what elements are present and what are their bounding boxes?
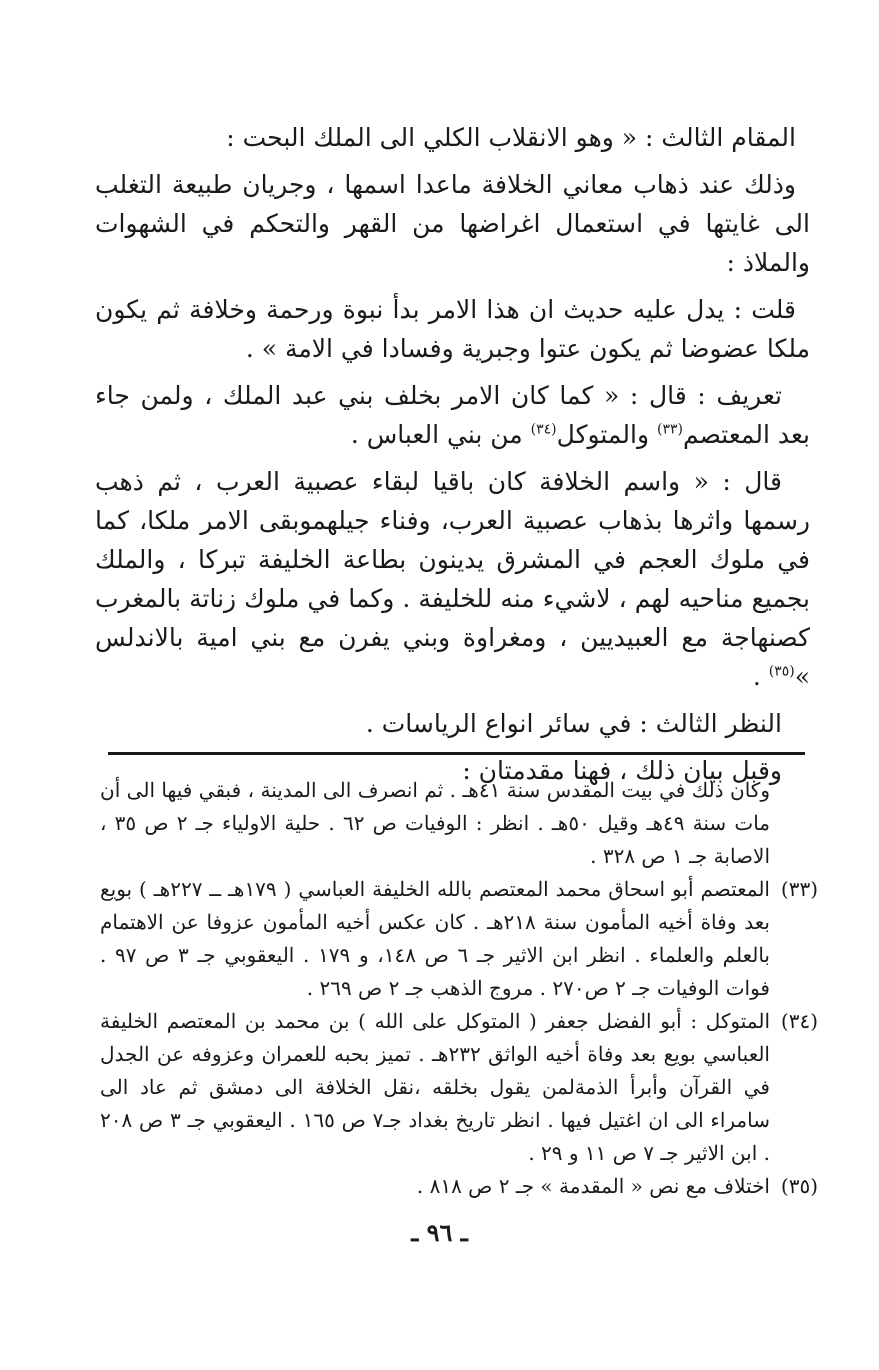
taarif-text: تعريف : قال : « كما كان الامر بخلف بني عبد الملك ، ولمن جاء بعد المعتصم (95, 381, 810, 449)
qala-end: . (752, 662, 769, 691)
paragraph-description: وذلك عند ذهاب معاني الخلافة ماعدا اسمها ، وجريان طبيعة التغلب الى غايتها في استعمال اغراضها من القهر والتحكم في الشهوات والملاذ : (95, 170, 810, 277)
paragraph-section-title: المقام الثالث : « وهو الانقلاب الكلي الى الملك البحت : (226, 123, 796, 152)
main-text (95, 118, 810, 798)
footnote-text: المعتصم أبو اسحاق محمد المعتصم بالله الخليفة العباسي ( ١٧٩هـ ــ ٢٢٧هـ ) بويع بعد وفاة أخيه المأمون سنة ٢١٨هـ . كان عكس أخيه المأمون عزوفا عن الاهتمام بالعلم والعلماء . انظر ابن الاثير جـ ٦ ص ١٤٨، و ١٧٩ . اليعقوبي جـ ٣ ص ٩٧ . فوات الوفيات جـ ٢ ص٢٧٠ . مروج الذهب جـ ٢ ص ٢٦٩ . (100, 877, 770, 1000)
qala-text: قال : « واسم الخلافة كان باقيا لبقاء عصبية العرب ، ثم ذهب رسمها واثرها بذهاب عصبية العرب، وفناء جيلهموبقى الامر ملكا، كما في ملوك العجم في المشرق يدينون بطاعة الخليفة تبركا ، والملك بجميع مناحيه لهم ، لاشيء منه للخليفة . وكما في ملوك زناتة بالمغرب كصنهاجة مع العبيديين ، ومغراوة وبني يفرن مع بني امية بالاندلس » (95, 467, 810, 691)
paragraph-third-section: النظر الثالث : في سائر انواع الرياسات . (365, 709, 782, 738)
footnote-continuation: وكان ذلك في بيت المقدس سنة ٤١هـ . ثم انصرف الى المدينة ، فبقي فيها الى أن مات سنة ٤٩هـ وقيل ٥٠هـ . انظر : الوفيات ص ٦٢ . حلية الاولياء جـ ٢ ص ٣٥ ، الاصابة جـ ١ ص ٣٢٨ . (100, 778, 771, 868)
footnotes-section (100, 774, 818, 1203)
footnote-separator (108, 752, 805, 755)
page-number: ـ ٩٦ ـ (411, 1218, 468, 1247)
footnote-number: (٣٥) (780, 1174, 818, 1198)
footnote-number: (٣٤) (780, 1009, 818, 1033)
footnote-text: المتوكل : أبو الفضل جعفر ( المتوكل على الله ) بن محمد بن المعتصم الخليفة العباسي بويع بعد وفاة أخيه الواثق ٢٣٢هـ . تميز بحبه للعمران وعزوفه عن الجدل في القرآن وأبرأ الذمةلمن يقول بخلقه ،نقل الخلافة الى دمشق ثم عاد الى سامراء الى ان اغتيل فيها . انظر تاريخ بغداد جـ٧ ص ١٦٥ . اليعقوبي جـ ٣ ص ٢٠٨ . ابن الاثير جـ ٧ ص ١١ و ٢٩ . (100, 1009, 770, 1165)
taarif-text-mid: والمتوكل (556, 420, 657, 449)
paragraph-hadith: قلت : يدل عليه حديث ان هذا الامر بدأ نبوة ورحمة وخلافة ثم يكون ملكا عضوضا ثم يكون عتوا وجبرية وفسادا في الامة » . (95, 295, 810, 363)
footnote-text: اختلاف مع نص « المقدمة » جـ ٢ ص ٨١٨ . (416, 1174, 770, 1198)
footnote-35 (100, 1170, 818, 1203)
footnote-ref-33[interactable]: (٣٣) (656, 421, 683, 438)
footnote-ref-35[interactable]: (٣٥) (768, 663, 795, 680)
footnote-number: (٣٣) (780, 877, 818, 901)
paragraph-taarif (95, 376, 810, 454)
footnote-33 (100, 873, 818, 1005)
paragraph-two-premises: وقبل بيان ذلك ، فهنا مقدمتان : (462, 756, 782, 785)
footnote-34 (100, 1005, 818, 1170)
footnote-ref-34[interactable]: (٣٤) (530, 421, 557, 438)
taarif-text-end: من بني العباس . (350, 420, 531, 449)
paragraph-qala (95, 462, 810, 696)
